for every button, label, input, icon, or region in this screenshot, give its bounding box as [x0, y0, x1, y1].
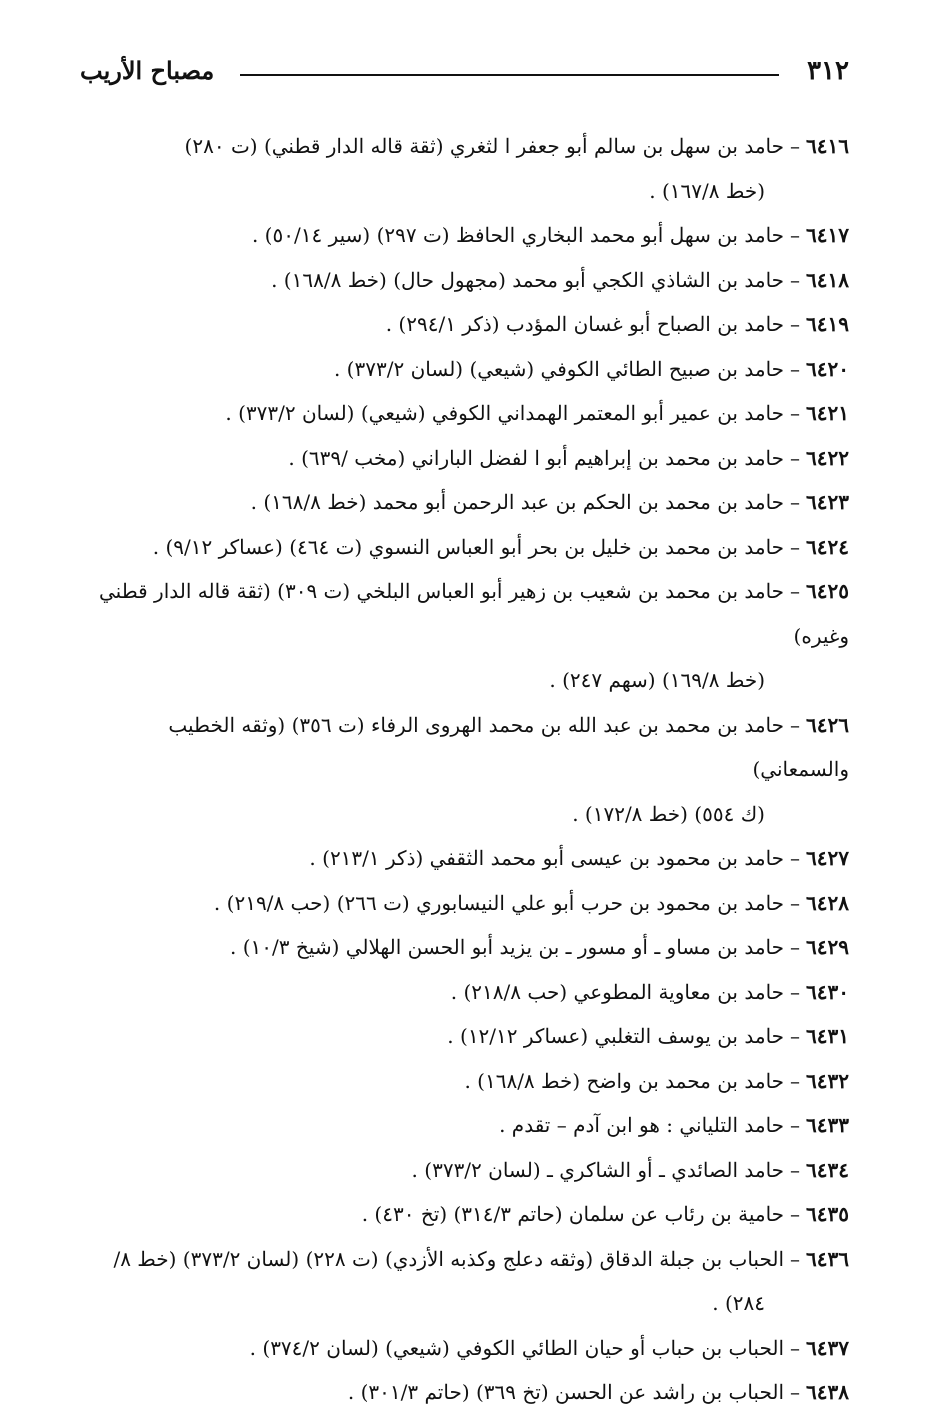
entry-item: [76, 1148, 849, 1193]
entry-list: [76, 124, 849, 1415]
entry-continuation: (ك ٥٥٤) (خط ١٧٢/٨) .: [572, 801, 765, 826]
entry-continuation: (خط ١٦٩/٨) (سهم ٢٤٧) .: [549, 668, 765, 692]
entry-dash: –: [790, 267, 801, 292]
entry-text: حامية بن رئاب عن سلمان (حاتم ٣١٤/٣) (تخ ٤٣٠) .: [361, 1202, 785, 1226]
entry-number: ٦٤٢٥: [806, 579, 849, 603]
entry-text: حامد بن محمد بن واضح (خط ١٦٨/٨) .: [464, 1068, 785, 1093]
entry-dash: –: [790, 579, 801, 603]
entry-dash: –: [790, 1024, 801, 1048]
header-rule: [240, 74, 779, 76]
entry-item: [76, 569, 849, 703]
entry-number: ٦٤٢٩: [806, 935, 849, 959]
entry-dash: –: [790, 935, 801, 959]
entry-text: حامد بن سهل أبو محمد البخاري الحافظ (ت ٢٩٧) (سير ٥٠/١٤) .: [251, 223, 785, 247]
entry-item: [76, 525, 849, 570]
entry-number: ٦٤٣٣: [806, 1113, 849, 1137]
entry-continuation: ٢٨٤) .: [712, 1291, 765, 1315]
entry-text: حامد بن صبيح الطائي الكوفي (شيعي) (لسان ٣٧٣/٢) .: [333, 356, 785, 381]
entry-text: حامد بن محمد بن إبراهيم أبو ا لفضل الباراني (مخب /٦٣٩) .: [288, 445, 785, 470]
entry-item: [76, 213, 849, 258]
entry-text: حامد الصائدي ـ أو الشاكري ـ (لسان ٣٧٣/٢) .: [411, 1157, 785, 1182]
page-number: ٣١٢: [807, 56, 849, 86]
entry-text: الحباب بن حباب أو حيان الطائي الكوفي (شيعي) (لسان ٣٧٤/٢) .: [249, 1335, 785, 1360]
entry-text: حامد بن محمود بن حرب أبو علي النيسابوري (ت ٢٦٦) (حب ٢١٩/٨) .: [213, 890, 785, 915]
entry-text: الحباب بن جبلة الدقاق (وثقه دعلج وكذبه الأزدي) (ت ٢٢٨) (لسان ٣٧٣/٢) (خط ٨/: [113, 1246, 785, 1271]
entry-item: [76, 1326, 849, 1371]
entry-number: ٦٤٣٦: [806, 1246, 849, 1271]
entry-dash: –: [790, 356, 801, 381]
entry-item: [76, 436, 849, 481]
entry-number: ٦٤٢٤: [806, 534, 849, 559]
entry-dash: –: [790, 312, 801, 336]
entry-item: [76, 703, 849, 837]
entry-text: حامد بن محمد بن عبد الله بن محمد الهروى الرفاء (ت ٣٥٦) (وثقه الخطيب والسمعاني): [168, 712, 849, 781]
entry-text: الحباب بن راشد عن الحسن (تخ ٣٦٩) (حاتم ٣٠١/٣) .: [347, 1380, 785, 1404]
entry-number: ٦٤٢٢: [806, 445, 849, 470]
entry-item: [76, 881, 849, 926]
entry-dash: –: [790, 712, 801, 737]
entry-dash: –: [790, 1202, 801, 1226]
entry-text: حامد بن محمد بن شعيب بن زهير أبو العباس البلخي (ت ٣٠٩) (ثقة قاله الدار قطني وغيره): [99, 579, 849, 648]
entry-continuation: (خط ١٦٧/٨) .: [649, 178, 765, 203]
entry-dash: –: [790, 890, 801, 915]
entry-number: ٦٤٢٣: [806, 490, 849, 514]
entry-item: [76, 1370, 849, 1415]
entry-number: ٦٤٣٢: [806, 1068, 849, 1093]
entry-dash: –: [790, 401, 801, 425]
entry-text: حامد بن مساو ـ أو مسور ـ بن يزيد أبو الحسن الهلالي (شيخ ١٠/٣) .: [230, 935, 785, 959]
entry-dash: –: [790, 1068, 801, 1093]
entry-number: ٦٤٣٧: [806, 1335, 849, 1360]
entry-number: ٦٤٢٠: [806, 356, 849, 381]
entry-number: ٦٤٢٦: [806, 712, 849, 737]
entry-item: [76, 836, 849, 881]
entry-number: ٦٤٣٨: [806, 1380, 849, 1404]
entry-number: ٦٤١٧: [806, 223, 849, 247]
entry-item: [76, 391, 849, 436]
entry-number: ٦٤٣٥: [806, 1202, 849, 1226]
entry-item: [76, 480, 849, 525]
entry-text: حامد بن سهل بن سالم أبو جعفر ا لثغري (ثقة قاله الدار قطني) (ت ٢٨٠): [184, 134, 785, 158]
entry-number: ٦٤٣١: [806, 1024, 849, 1048]
entry-text: حامد بن محمود بن عيسى أبو محمد الثقفي (ذكر ٢١٣/١) .: [309, 846, 785, 870]
entry-dash: –: [790, 490, 801, 514]
entry-dash: –: [790, 1335, 801, 1360]
book-title: مصباح الأريب: [80, 56, 215, 85]
entry-number: ٦٤١٩: [806, 312, 849, 336]
entry-item: [76, 1192, 849, 1237]
entry-dash: –: [790, 223, 801, 247]
entry-dash: –: [790, 534, 801, 559]
entry-text: حامد بن الشاذي الكجي أبو محمد (مجهول حال) (خط ١٦٨/٨) .: [271, 267, 785, 292]
entry-number: ٦٤٢١: [806, 401, 849, 425]
entry-number: ٦٤١٨: [806, 267, 849, 292]
entry-dash: –: [790, 979, 801, 1004]
entry-item: [76, 347, 849, 392]
entry-number: ٦٤٣٤: [806, 1157, 849, 1182]
entry-text: حامد بن محمد بن الحكم بن عبد الرحمن أبو محمد (خط ١٦٨/٨) .: [250, 490, 785, 514]
entry-item: [76, 1014, 849, 1059]
entry-item: [76, 1237, 849, 1326]
entry-number: ٦٤٣٠: [806, 979, 849, 1004]
entry-text: حامد بن يوسف التغلبي (عساكر ١٢/١٢) .: [447, 1024, 785, 1048]
entry-dash: –: [790, 1380, 801, 1404]
entry-text: حامد بن عمير أبو المعتمر الهمداني الكوفي (شيعي) (لسان ٣٧٣/٢) .: [225, 401, 785, 425]
entry-dash: –: [790, 1113, 801, 1137]
entry-item: [76, 124, 849, 213]
entry-dash: –: [790, 1157, 801, 1182]
entry-number: ٦٤١٦: [806, 134, 849, 158]
entry-text: حامد التلياني : هو ابن آدم – تقدم .: [499, 1113, 785, 1137]
entry-item: [76, 925, 849, 970]
entry-text: حامد بن الصباح أبو غسان المؤدب (ذكر ٢٩٤/١) .: [385, 312, 785, 336]
entry-number: ٦٤٢٧: [806, 846, 849, 870]
entry-text: حامد بن محمد بن خليل بن بحر أبو العباس النسوي (ت ٤٦٤) (عساكر ٩/١٢) .: [152, 534, 785, 559]
running-head: [80, 50, 849, 94]
entry-dash: –: [790, 1246, 801, 1271]
entry-dash: –: [790, 445, 801, 470]
entry-item: [76, 1103, 849, 1148]
entry-text: حامد بن معاوية المطوعي (حب ٢١٨/٨) .: [450, 979, 785, 1004]
entry-item: [76, 1059, 849, 1104]
entry-dash: –: [790, 134, 801, 158]
entry-item: [76, 258, 849, 303]
entry-number: ٦٤٢٨: [806, 890, 849, 915]
entry-item: [76, 970, 849, 1015]
entry-dash: –: [790, 846, 801, 870]
entry-item: [76, 302, 849, 347]
